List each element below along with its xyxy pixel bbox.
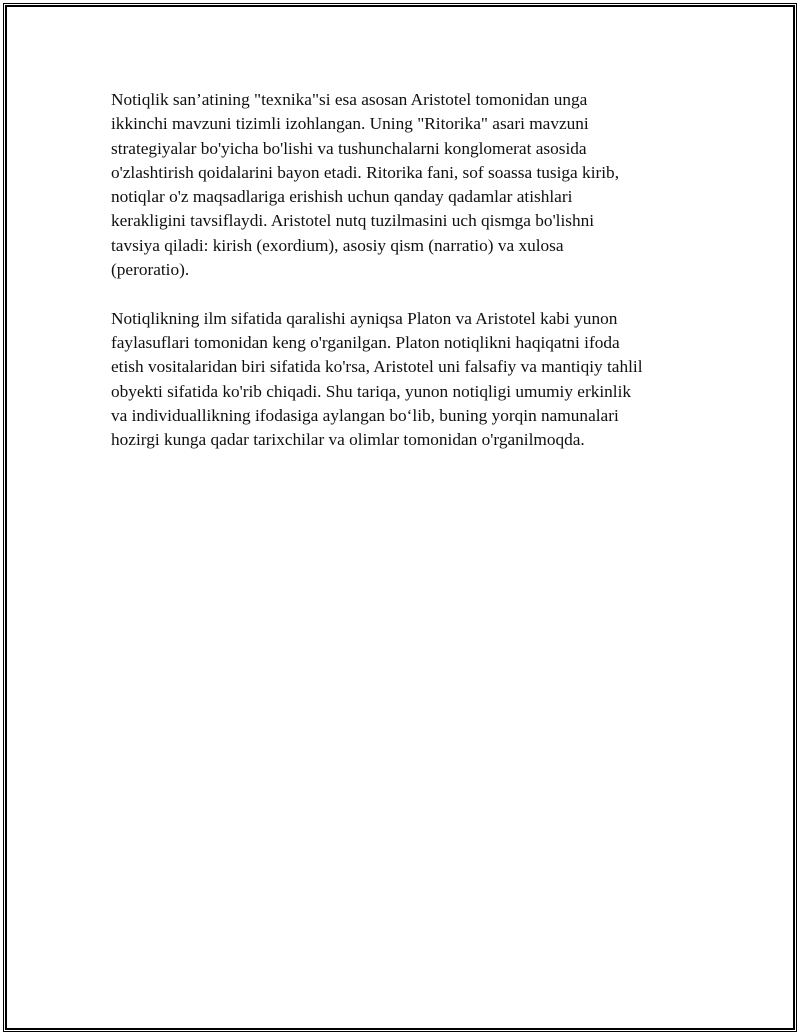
- paragraph-line: strategiyalar bo'yicha bo'lishi va tushunchalarni konglomerat asosida: [111, 138, 587, 158]
- paragraph-line: etish vositalaridan biri sifatida ko'rsa, Aristotel uni falsafiy va mantiqiy tahlil: [111, 357, 643, 377]
- paragraph-line: obyekti sifatida ko'rib chiqadi. Shu tariqa, yunon notiqligi umumiy erkinlik: [111, 381, 632, 401]
- paragraph-line: tavsiya qiladi: kirish (exordium), asosiy qism (narratio) va xulosa: [111, 235, 564, 255]
- paragraph-line: o'zlashtirish qoidalarini bayon etadi. Ritorika fani, sof soassa tusiga kirib,: [111, 162, 620, 182]
- paragraph-line: faylasuflari tomonidan keng o'rganilgan. Platon notiqlikni haqiqatni ifoda: [111, 332, 620, 352]
- paragraph-2: [111, 307, 691, 453]
- paragraph-line: ikkinchi mavzuni tizimli izohlangan. Uning "Ritorika" asari mavzuni: [111, 114, 589, 134]
- paragraph-line: Notiqlik san’atining "texnika"si esa asosan Aristotel tomonidan unga: [111, 90, 588, 109]
- paragraph-line: kerakligini tavsiflaydi. Aristotel nutq tuzilmasini uch qismga bo'lishni: [111, 211, 595, 231]
- paragraph-line: va individuallikning ifodasiga aylangan bo‘lib, buning yorqin namunalari: [111, 405, 619, 425]
- paragraph-line: Notiqlikning ilm sifatida qaralishi ayniqsa Platon va Aristotel kabi yunon: [111, 308, 618, 328]
- paragraph-line: (peroratio).: [111, 260, 190, 280]
- paragraph-line: notiqlar o'z maqsadlariga erishish uchun qanday qadamlar atishlari: [111, 187, 573, 207]
- paragraph-1: [111, 88, 691, 282]
- paragraph-line: hozirgi kunga qadar tarixchilar va olimlar tomonidan o'rganilmoqda.: [111, 430, 585, 450]
- document-body: [111, 88, 691, 477]
